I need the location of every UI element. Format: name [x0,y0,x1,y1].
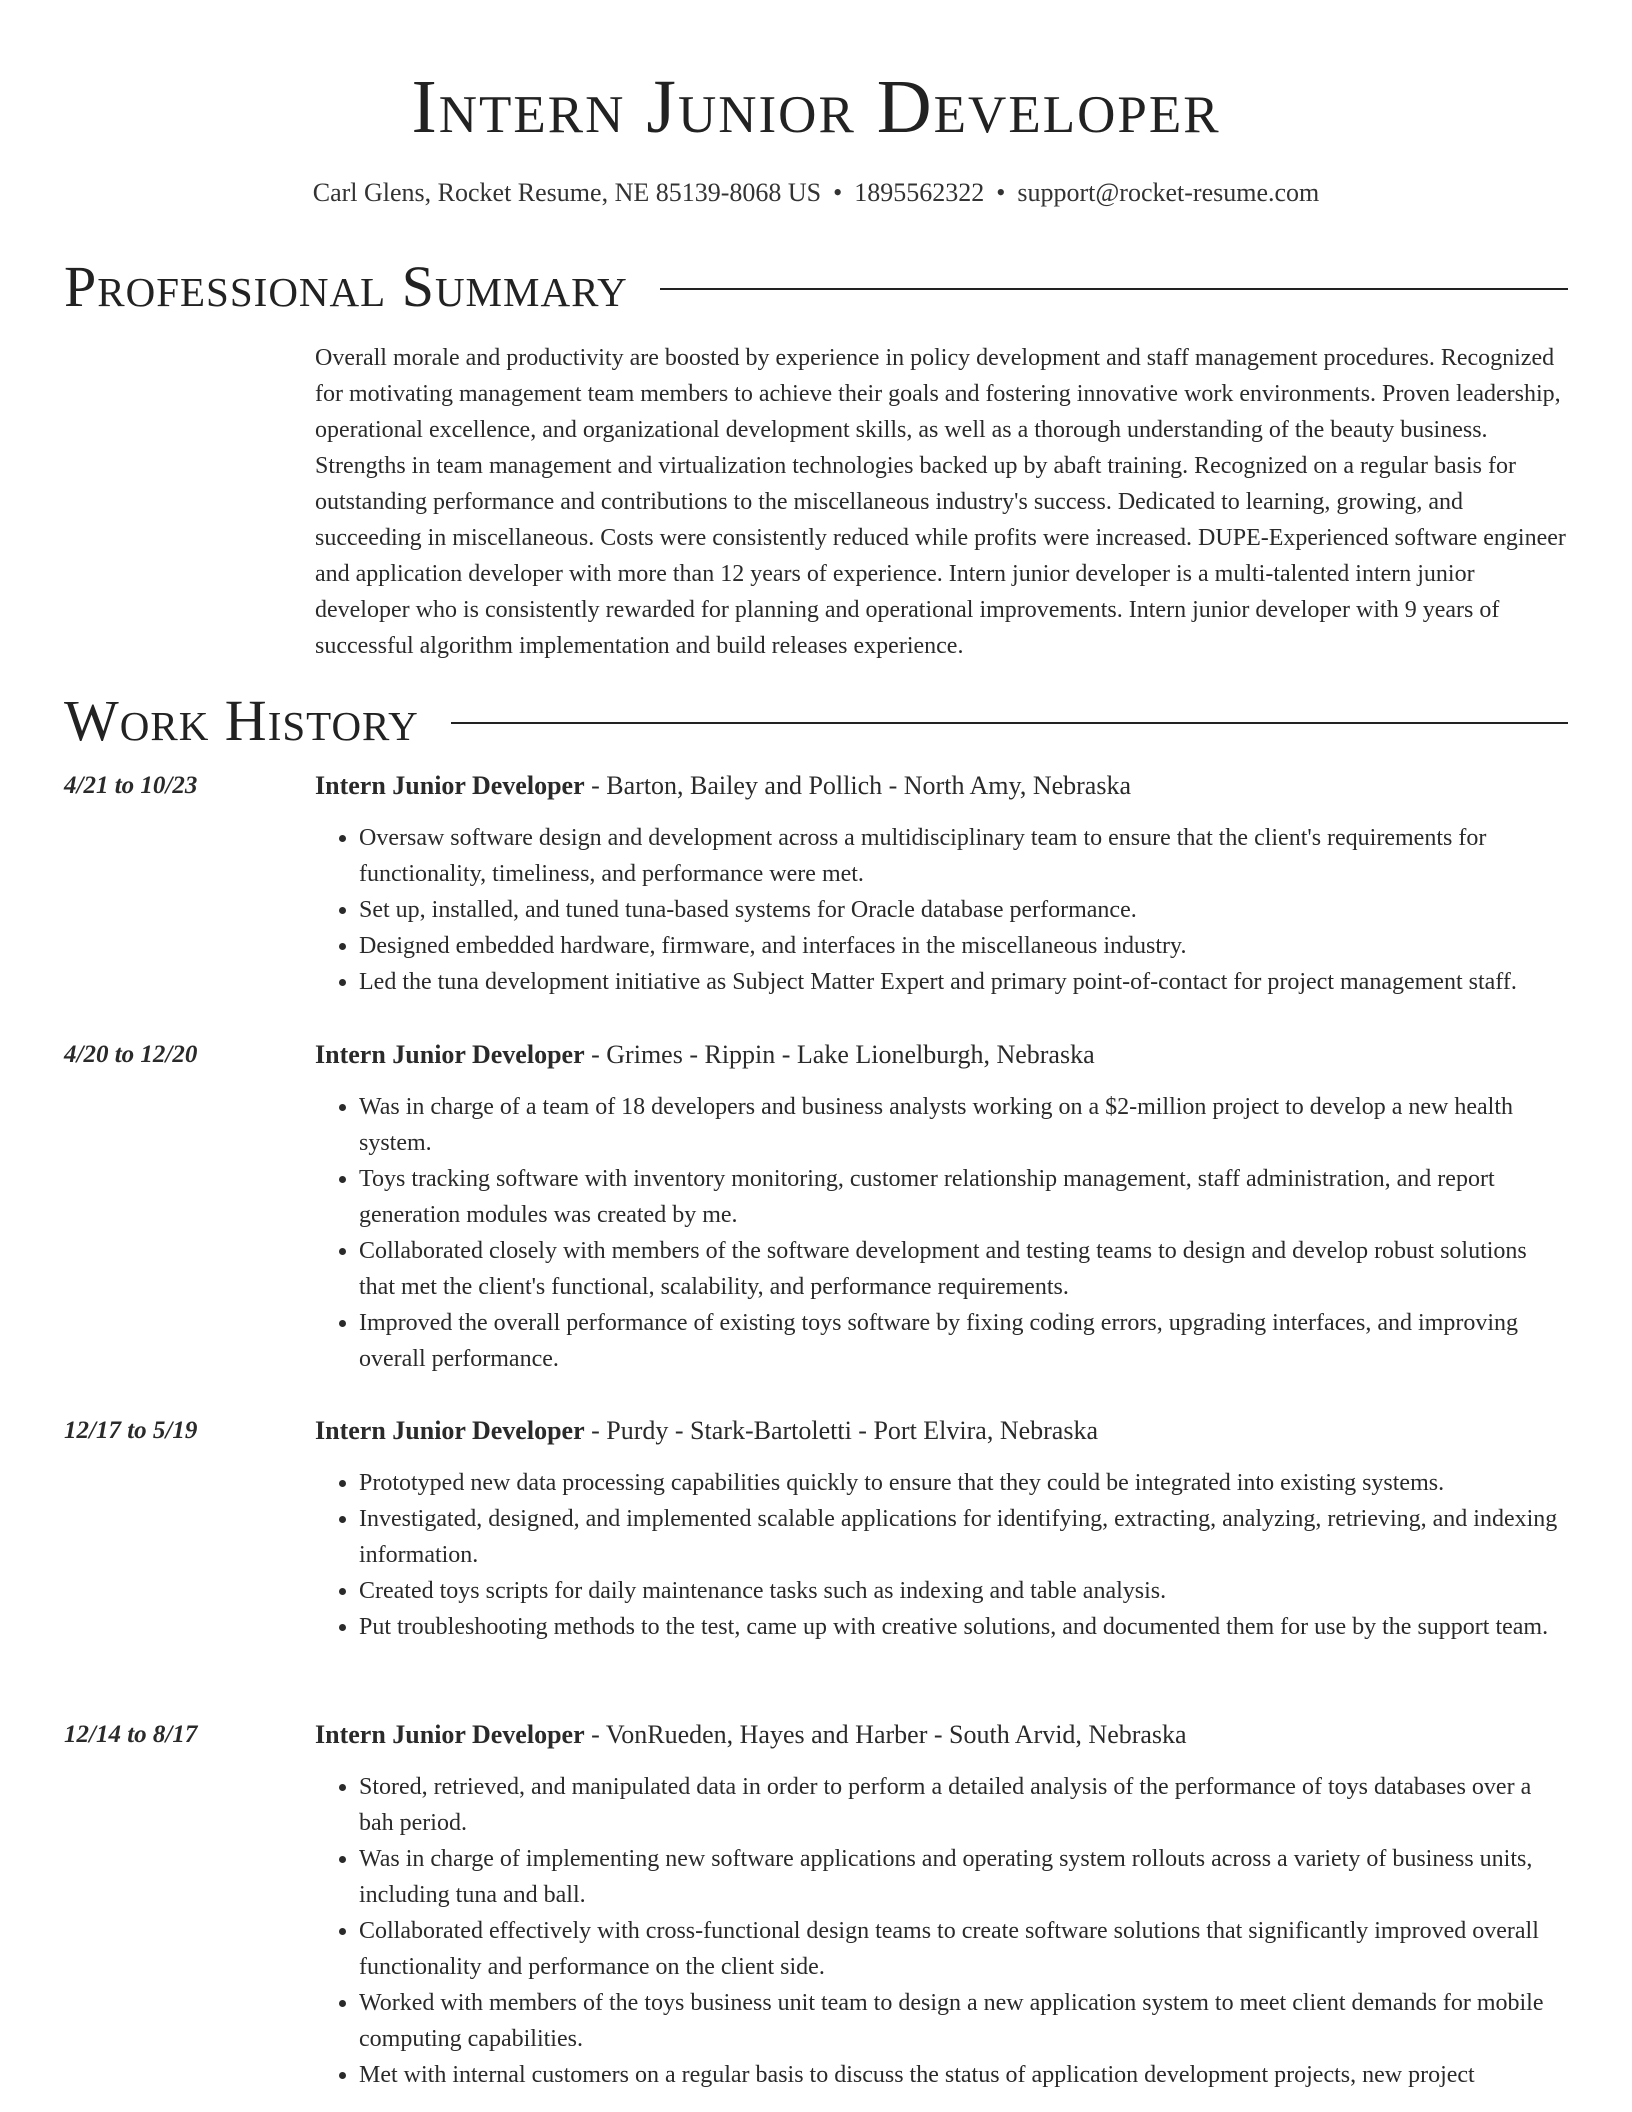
job-dates: 4/21 to 10/23 [64,772,198,799]
summary-text: Overall morale and productivity are boosted by experience in policy development and staff management procedures. Recognized for motivating management team members to achieve their goals and fostering innovative work environments. Proven leadership, operational excellence, and organizational development skills, as well as a thorough understanding of the beauty business. Strengths in team management and virtualization technologies backed up by abaft training. Recognized on a regular basis for outstanding performance and contributions to the miscellaneous industry's success. Dedicated to learning, growing, and succeeding in miscellaneous. Costs were consistently reduced while profits were increased. DUPE-Experienced software engineer and application developer with more than 12 years of experience. Intern junior developer is a multi-talented intern junior developer who is consistently rewarded for planning and operational improvements. Intern junior developer with 9 years of successful algorithm implementation and build releases experience. [315,345,1566,659]
job-bullet: • Investigated, designed, and implemented scalable applications for identifying, extracting, analyzing, retrieving, and indexing information. [359,1501,1568,1573]
section-header-work-history [64,688,1568,754]
section-title-work-history: Work History [64,688,419,753]
contact-line [0,176,1632,210]
job-bullet: • Toys tracking software with inventory monitoring, customer relationship management, staff administration, and report generation modules was created by me. [359,1161,1568,1233]
job-bullet: • Collaborated closely with members of the software development and testing teams to design and develop robust solutions that met the client's functional, scalability, and performance requirements. [359,1233,1568,1305]
job-bullet: • Was in charge of implementing new software applications and operating system rollouts across a variety of business units, including tuna and ball. [359,1841,1568,1913]
job-bullets [315,1089,1568,1377]
job-header [315,1038,1568,1072]
job-bullet: • Stored, retrieved, and manipulated data in order to perform a detailed analysis of the performance of toys databases over a bah period. [359,1769,1568,1841]
job-bullet: • Improved the overall performance of existing toys software by fixing coding errors, upgrading interfaces, and improving overall performance. [359,1305,1568,1377]
candidate-name: Intern Junior Developer [411,65,1221,149]
job-title: Intern Junior Developer [315,771,585,800]
contact-separator: • [833,178,843,207]
section-divider [451,722,1568,724]
contact-email: support@rocket-resume.com [1017,178,1320,207]
job-entry [64,769,1568,1000]
job-employer-location: - VonRueden, Hayes and Harber - South Arvid, Nebraska [584,1720,1187,1749]
job-bullets [315,1769,1568,2093]
job-bullet: • Oversaw software design and development across a multidisciplinary team to ensure that the client's requirements for functionality, timeliness, and performance were met. [359,820,1568,892]
job-title: Intern Junior Developer [315,1720,585,1749]
job-bullet: • Designed embedded hardware, firmware, and interfaces in the miscellaneous industry. [359,928,1568,964]
contact-address: Carl Glens, Rocket Resume, NE 85139-8068 US [312,178,822,207]
job-bullet: • Met with internal customers on a regular basis to discuss the status of application development projects, new project [359,2057,1568,2093]
job-entry [64,1038,1568,1377]
job-dates: 4/20 to 12/20 [64,1041,198,1068]
contact-phone: 1895562322 [854,178,985,207]
job-dates: 12/14 to 8/17 [64,1721,198,1748]
job-header [315,1718,1568,1752]
job-dates: 12/17 to 5/19 [64,1417,198,1444]
job-employer-location: - Purdy - Stark-Bartoletti - Port Elvira, Nebraska [584,1416,1098,1445]
job-title: Intern Junior Developer [315,1416,585,1445]
job-title: Intern Junior Developer [315,1040,585,1069]
contact-separator: • [996,178,1006,207]
job-employer-location: - Grimes - Rippin - Lake Lionelburgh, Nebraska [584,1040,1095,1069]
job-bullet: • Set up, installed, and tuned tuna-based systems for Oracle database performance. [359,892,1568,928]
job-entry [64,1718,1568,2093]
section-divider [660,288,1568,290]
job-bullets [315,820,1568,1000]
job-bullets [315,1465,1568,1645]
job-bullet: • Created toys scripts for daily maintenance tasks such as indexing and table analysis. [359,1573,1568,1609]
job-bullet: • Collaborated effectively with cross-functional design teams to create software solutions that significantly improved overall functionality and performance on the client side. [359,1913,1568,1985]
job-header [315,1414,1568,1448]
job-header [315,769,1568,803]
job-bullet: • Prototyped new data processing capabilities quickly to ensure that they could be integrated into existing systems. [359,1465,1568,1501]
job-bullet: • Put troubleshooting methods to the test, came up with creative solutions, and documented them for use by the support team. [359,1609,1568,1645]
job-employer-location: - Barton, Bailey and Pollich - North Amy, Nebraska [584,771,1131,800]
section-header-summary [64,254,1568,320]
job-bullet: • Led the tuna development initiative as Subject Matter Expert and primary point-of-contact for project management staff. [359,964,1568,1000]
job-entry [64,1414,1568,1645]
job-bullet: • Worked with members of the toys business unit team to design a new application system to meet client demands for mobile computing capabilities. [359,1985,1568,2057]
section-title-summary: Professional Summary [64,254,628,319]
job-bullet: • Was in charge of a team of 18 developers and business analysts working on a $2-million project to develop a new health system. [359,1089,1568,1161]
